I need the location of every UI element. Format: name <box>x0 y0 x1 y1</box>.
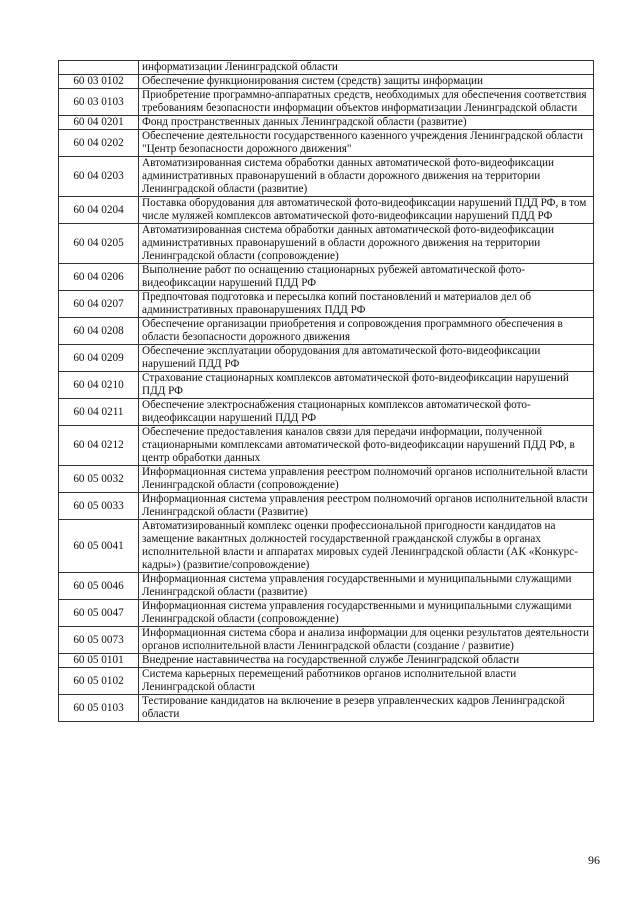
row-code: 60 05 0101 <box>59 654 139 668</box>
row-code: 60 04 0210 <box>59 372 139 399</box>
row-description: Информационная система управления государственными и муниципальными служащими Ленинградской области (сопровождение) <box>139 600 594 627</box>
row-description: Обеспечение организации приобретения и сопровождения программного обеспечения в области безопасности дорожного движения <box>139 318 594 345</box>
table-row <box>59 116 594 130</box>
row-description: Информационная система управления государственными и муниципальными служащими Ленинградской области (развитие) <box>139 573 594 600</box>
row-description: Система карьерных перемещений работников органов исполнительной власти Ленинградской области <box>139 668 594 695</box>
table-row <box>59 224 594 264</box>
table-row <box>59 493 594 520</box>
table-row <box>59 61 594 75</box>
row-code: 60 03 0102 <box>59 75 139 89</box>
row-description: Информационная система сбора и анализа информации для оценки результатов деятельности органов исполнительной власти Ленинградской области (создание / развитие) <box>139 627 594 654</box>
row-code: 60 04 0201 <box>59 116 139 130</box>
row-code <box>59 61 139 75</box>
row-code: 60 05 0033 <box>59 493 139 520</box>
table-body <box>59 61 594 722</box>
table-row <box>59 157 594 197</box>
table-row <box>59 627 594 654</box>
row-code: 60 04 0209 <box>59 345 139 372</box>
table-row <box>59 89 594 116</box>
row-code: 60 05 0103 <box>59 695 139 722</box>
row-code: 60 04 0205 <box>59 224 139 264</box>
row-description: Внедрение наставничества на государственной службе Ленинградской области <box>139 654 594 668</box>
table-row <box>59 573 594 600</box>
table-row <box>59 264 594 291</box>
row-code: 60 04 0203 <box>59 157 139 197</box>
table-row <box>59 466 594 493</box>
row-description: Обеспечение деятельности государственного казенного учреждения Ленинградской области "Центр безопасности дорожного движения" <box>139 130 594 157</box>
table-row <box>59 318 594 345</box>
table-row <box>59 291 594 318</box>
row-description: Автоматизированная система обработки данных автоматической фото-видеофиксации административных правонарушений в области дорожного движения на территории Ленинградской области (сопровождение) <box>139 224 594 264</box>
row-code: 60 05 0032 <box>59 466 139 493</box>
row-code: 60 04 0211 <box>59 399 139 426</box>
row-description: Обеспечение функционирования систем (средств) защиты информации <box>139 75 594 89</box>
table-row <box>59 130 594 157</box>
row-code: 60 04 0212 <box>59 426 139 466</box>
row-description: Автоматизированная система обработки данных автоматической фото-видеофиксации административных правонарушений в области дорожного движения на территории Ленинградской области (развитие) <box>139 157 594 197</box>
row-description: Фонд пространственных данных Ленинградской области (развитие) <box>139 116 594 130</box>
row-code: 60 04 0204 <box>59 197 139 224</box>
row-code: 60 05 0046 <box>59 573 139 600</box>
row-description: Обеспечение электроснабжения стационарных комплексов автоматической фото-видеофиксации нарушений ПДД РФ <box>139 399 594 426</box>
row-code: 60 05 0041 <box>59 520 139 573</box>
row-code: 60 04 0206 <box>59 264 139 291</box>
row-code: 60 04 0208 <box>59 318 139 345</box>
table-row <box>59 345 594 372</box>
row-description: Поставка оборудования для автоматической фото-видеофиксации нарушений ПДД РФ, в том числе муляжей комплексов автоматической фото-видеофиксации нарушений ПДД РФ <box>139 197 594 224</box>
table-row <box>59 695 594 722</box>
row-description: Информационная система управления реестром полномочий органов исполнительной власти Ленинградской области (Развитие) <box>139 493 594 520</box>
row-description: информатизации Ленинградской области <box>139 61 594 75</box>
row-description: Приобретение программно-аппаратных средств, необходимых для обеспечения соответствия требованиям безопасности информации объектов информатизации Ленинградской области <box>139 89 594 116</box>
row-description: Предпочтовая подготовка и пересылка копий постановлений и материалов дел об административных правонарушениях ПДД РФ <box>139 291 594 318</box>
row-code: 60 05 0047 <box>59 600 139 627</box>
row-description: Тестирование кандидатов на включение в резерв управленческих кадров Ленинградской области <box>139 695 594 722</box>
row-code: 60 03 0103 <box>59 89 139 116</box>
row-code: 60 05 0102 <box>59 668 139 695</box>
page-number: 96 <box>588 853 600 867</box>
table-row <box>59 426 594 466</box>
row-description: Обеспечение предоставления каналов связи для передачи информации, полученной стационарными комплексами автоматической фото-видеофиксации нарушений ПДД РФ, в центр обработки данных <box>139 426 594 466</box>
budget-codes-table <box>58 60 594 722</box>
table-row <box>59 197 594 224</box>
row-code: 60 04 0207 <box>59 291 139 318</box>
table-row <box>59 75 594 89</box>
row-description: Информационная система управления реестром полномочий органов исполнительной власти Ленинградской области (сопровождение) <box>139 466 594 493</box>
row-description: Обеспечение эксплуатации оборудования для автоматической фото-видеофиксации нарушений ПДД РФ <box>139 345 594 372</box>
table-row <box>59 668 594 695</box>
row-description: Автоматизированный комплекс оценки профессиональной пригодности кандидатов на замещение вакантных должностей государственной гражданской службы в органах исполнительной власти и аппаратах мировых судей Ленинградской области (АК «Конкурс-кадры») (развитие/сопровождение) <box>139 520 594 573</box>
row-code: 60 04 0202 <box>59 130 139 157</box>
row-description: Страхование стационарных комплексов автоматической фото-видеофиксации нарушений ПДД РФ <box>139 372 594 399</box>
table-row <box>59 372 594 399</box>
table-row <box>59 399 594 426</box>
row-code: 60 05 0073 <box>59 627 139 654</box>
table-row <box>59 654 594 668</box>
table-row <box>59 520 594 573</box>
table-row <box>59 600 594 627</box>
row-description: Выполнение работ по оснащению стационарных рубежей автоматической фото-видеофиксации нарушений ПДД РФ <box>139 264 594 291</box>
